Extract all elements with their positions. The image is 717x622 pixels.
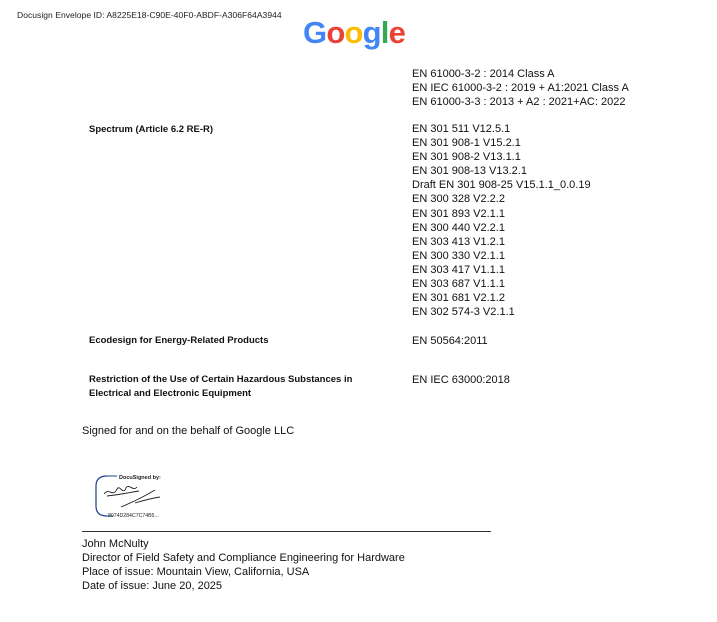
rohs-standard: EN IEC 63000:2018 xyxy=(412,374,510,386)
standard-item: EN 301 908-1 V15.2.1 xyxy=(412,137,521,150)
signer-title: Director of Field Safety and Compliance Engineering for Hardware xyxy=(82,552,405,565)
standard-item: EN 301 908-2 V13.1.1 xyxy=(412,151,521,164)
signature-line xyxy=(82,531,491,532)
signer-name: John McNulty xyxy=(82,538,149,550)
standard-item: EN 301 681 V2.1.2 xyxy=(412,292,505,305)
docusign-signature-block xyxy=(95,474,190,518)
standard-item: EN 300 330 V2.1.1 xyxy=(412,249,505,262)
rohs-label-line: Restriction of the Use of Certain Hazardous Substances in xyxy=(89,374,353,385)
signature-frame xyxy=(95,474,190,518)
standard-item: EN 302 574-3 V2.1.1 xyxy=(412,306,515,319)
docusign-header: DocuSigned by: xyxy=(119,475,161,481)
docusign-envelope-id: Docusign Envelope ID: A8225E18-C90E-40F0-ABDF-A306F64A3944 xyxy=(17,10,282,20)
standard-item: EN 301 511 V12.5.1 xyxy=(412,123,511,135)
standard-item: EN 300 440 V2.2.1 xyxy=(412,221,505,234)
standard-item: EN 303 417 V1.1.1 xyxy=(412,263,505,276)
standard-item: EN 301 908-13 V13.2.1 xyxy=(412,165,527,178)
standard-item: EN 61000-3-3 : 2013 + A2 : 2021+AC: 2022 xyxy=(412,96,626,109)
ecodesign-standard: EN 50564:2011 xyxy=(412,335,488,347)
ecodesign-label: Ecodesign for Energy-Related Products xyxy=(89,335,269,346)
handwritten-signature xyxy=(104,486,160,507)
emc-standards-list xyxy=(412,67,629,109)
standard-item: EN 301 893 V2.1.1 xyxy=(412,207,505,220)
standard-item: EN 300 328 V2.2.2 xyxy=(412,193,505,206)
spectrum-label: Spectrum (Article 6.2 RE-R) xyxy=(89,124,214,135)
standard-item: EN 303 413 V1.2.1 xyxy=(412,235,505,248)
frame-bracket xyxy=(96,476,107,516)
standard-item: EN 61000-3-2 : 2014 Class A xyxy=(412,68,555,80)
spectrum-standards-list xyxy=(412,122,591,319)
logo-letter: l xyxy=(380,15,389,50)
docusign-code: 8074D284C7C74B5... xyxy=(108,513,159,518)
signer-details xyxy=(82,537,405,593)
google-logo xyxy=(303,14,405,52)
logo-letter: g xyxy=(362,15,381,50)
logo-letter: G xyxy=(303,15,327,50)
standard-item: Draft EN 301 908-25 V15.1.1_0.0.19 xyxy=(412,179,591,192)
signed-for-statement: Signed for and on the behalf of Google LLC xyxy=(82,425,295,437)
standard-item: EN IEC 61000-3-2 : 2019 + A1:2021 Class A xyxy=(412,82,629,95)
rohs-label-line: Electrical and Electronic Equipment xyxy=(89,388,252,399)
standard-item: EN 303 687 V1.1.1 xyxy=(412,278,505,291)
logo-letter: e xyxy=(388,15,406,50)
date-of-issue: Date of issue: June 20, 2025 xyxy=(82,580,223,593)
logo-letter: o xyxy=(344,15,363,50)
rohs-label xyxy=(89,373,352,401)
logo-letter: o xyxy=(326,15,345,50)
place-of-issue: Place of issue: Mountain View, California, USA xyxy=(82,566,310,579)
